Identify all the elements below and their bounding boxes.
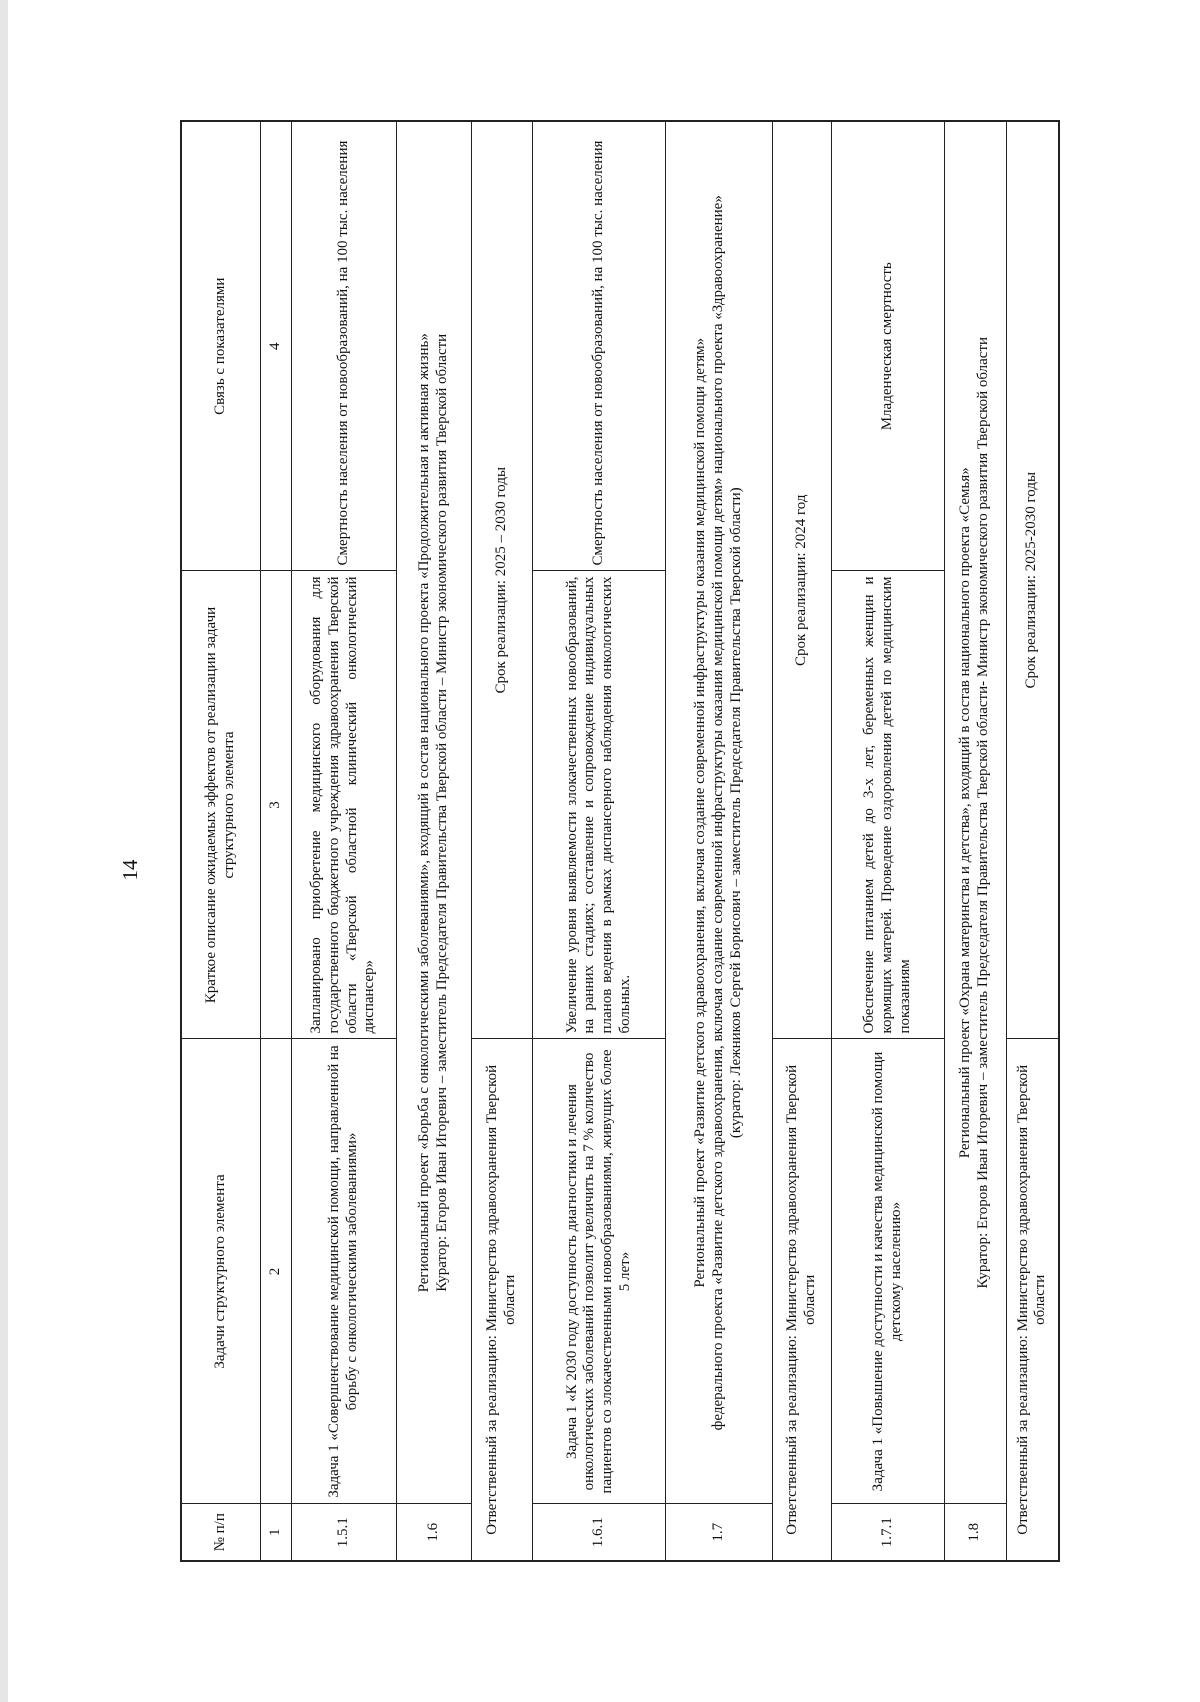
project-title: Региональный проект «Развитие детского здравоохранения, включая создание современной инфраструктуры оказания медицинской помощи детям» [692, 337, 709, 1288]
effect-cell: Запланировано приобретение медицинского оборудования для государственного бюджетного учреждения здравоохранения Тверской области «Тверской областной клинический онкологический диспансер» [291, 571, 396, 1039]
column-numbers-row [260, 121, 291, 1561]
task-cell: Задача 1 «Повышение доступности и качества медицинской помощи детскому населению» [832, 1039, 945, 1504]
effect-cell: Увеличение уровня выявляемости злокачественных новообразований, на ранних стадиях; составление и сопровождение индивидуальных планов ведения в рамках диспансерного наблюдения онкологических больных. [533, 571, 665, 1039]
project-cell [944, 121, 1006, 1504]
col-number: 3 [260, 571, 291, 1039]
page-number: 14 [118, 859, 142, 881]
col-number: 4 [260, 121, 291, 571]
responsible-row [1006, 121, 1059, 1561]
scan-edge [0, 0, 8, 1702]
table-row [832, 121, 945, 1561]
table-row [533, 121, 665, 1561]
row-number: 1.6 [396, 1504, 471, 1561]
header-num: № п/п [181, 1504, 260, 1561]
structural-elements-table [180, 120, 1060, 1562]
project-federal: федерального проекта «Развитие детского здравоохранения, включая создание современной инфраструктуры оказания медицинской помощи детям» национального проекта «Здравоохранение» [709, 195, 726, 1431]
responsible-cell: Ответственный за реализацию: Министерство здравоохранения Тверской области [471, 1039, 533, 1561]
header-tasks: Задачи структурного элемента [181, 1039, 260, 1504]
rotated-table-container [180, 122, 1060, 1562]
indicator-cell: Смертность населения от новообразований, на 100 тыс. населения [533, 121, 665, 571]
responsible-row [471, 121, 533, 1561]
term-cell: Срок реализации: 2024 год [772, 121, 832, 1039]
table-header-row [181, 121, 260, 1561]
project-curator: Куратор: Егоров Иван Игоревич – заместитель Председателя Правительства Тверской области – Министр экономического развития Тверской области [433, 333, 450, 1292]
row-number: 1.7.1 [832, 1504, 945, 1561]
project-cell [396, 121, 471, 1504]
term-cell: Срок реализации: 2025 – 2030 годы [471, 121, 533, 1039]
indicator-cell: Младенческая смертность [832, 121, 945, 571]
row-number: 1.6.1 [533, 1504, 665, 1561]
header-effects: Краткое описание ожидаемых эффектов от реализации задачи структурного элемента [181, 571, 260, 1039]
header-indicators: Связь с показателями [181, 121, 260, 571]
table-row [291, 121, 396, 1561]
row-number: 1.5.1 [291, 1504, 396, 1561]
row-number: 1.7 [665, 1504, 772, 1561]
effect-cell: Обеспечение питанием детей до 3-х лет, беременных женщин и кормящих матерей. Проведение оздоровления детей по медицинским показаниям [832, 571, 945, 1039]
project-row [665, 121, 772, 1561]
responsible-cell: Ответственный за реализацию: Министерство здравоохранения Тверской области [1006, 1039, 1059, 1561]
task-cell: Задача 1 «К 2030 году доступность диагностики и лечения онкологических заболеваний позволит увеличить на 7 % количество пациентов со злокачественными новообразованиями, живущих более 5 лет» [533, 1039, 665, 1504]
term-cell: Срок реализации: 2025-2030 годы [1006, 121, 1059, 1039]
indicator-cell: Смертность населения от новообразований, на 100 тыс. населения [291, 121, 396, 571]
project-cell [665, 121, 772, 1504]
row-number: 1.8 [944, 1504, 1006, 1561]
project-title: Региональный проект «Борьба с онкологическими заболеваниями», входящий в состав национального проекта «Продолжительная и активная жизнь» [415, 333, 432, 1293]
col-number: 1 [260, 1504, 291, 1561]
responsible-row [772, 121, 832, 1561]
col-number: 2 [260, 1039, 291, 1504]
responsible-cell: Ответственный за реализацию: Министерство здравоохранения Тверской области [772, 1039, 832, 1561]
project-curator: Куратор: Егоров Иван Игоревич – заместитель Председателя Правительства Тверской области- Министр экономического развития Тверской области [975, 336, 992, 1289]
project-title: Региональный проект «Охрана материнства и детства», входящий в состав национального проекта «Семья» [957, 467, 974, 1159]
project-row [396, 121, 471, 1561]
project-row [944, 121, 1006, 1561]
project-curator: (куратор: Лежников Сергей Борисович – заместитель Председателя Правительства Тверской области) [727, 487, 744, 1139]
task-cell: Задача 1 «Совершенствование медицинской помощи, направленной на борьбу с онкологическими заболеваниями» [291, 1039, 396, 1504]
